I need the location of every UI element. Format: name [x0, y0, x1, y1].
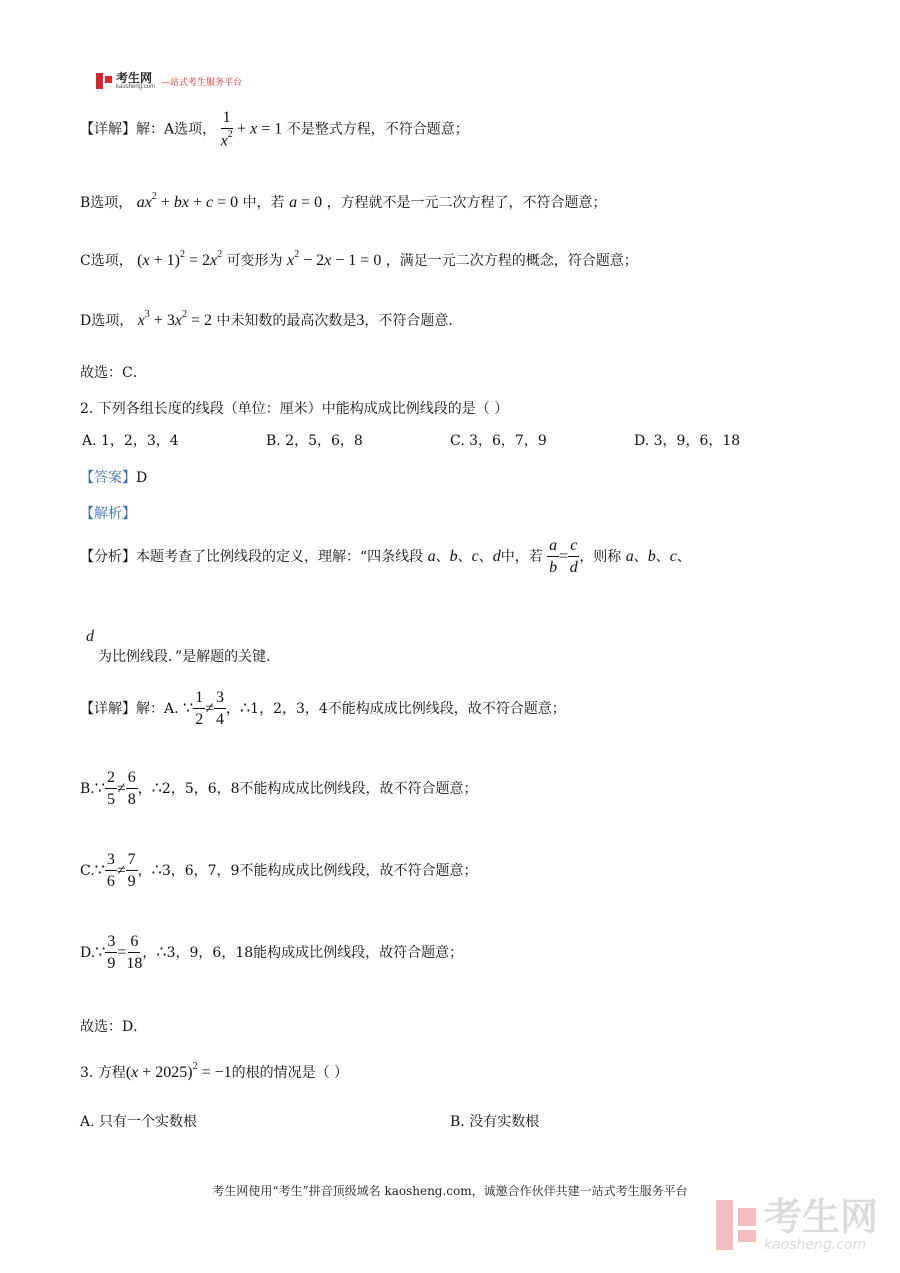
formula-fraction: $\frac{1}{2}$ — [195, 689, 204, 728]
q1-c-mid: 可变形为 — [226, 253, 283, 269]
formula: $x^2 - 2x - 1 = 0$ — [287, 248, 382, 269]
logo-domain: kaosheng.com — [116, 84, 156, 90]
formula-fraction: $\frac{3}{9}$ — [107, 933, 116, 972]
q2-detail-row-b: B.∵ $\frac{2}{5}$ ≠ $\frac{6}{8}$ ，∴2，5，6，8不能构成成比例线段，故不符合题意； — [80, 769, 478, 808]
formula-fraction: $\frac{a}{b}$ — [549, 537, 558, 576]
q1-c-label: C选项， — [80, 253, 133, 269]
q2-option-d: D. 3，9，6，18 — [634, 433, 741, 449]
logo-slogan: —站式考生服务平台 — [161, 77, 243, 88]
row-nums: 3，6，7，9 — [161, 863, 240, 879]
q1-d-label: D选项， — [80, 313, 134, 329]
analysis-tag: 【解析】 — [80, 506, 136, 522]
watermark-icon — [716, 1200, 758, 1250]
detail-intro: 解：A选项， — [136, 121, 217, 138]
logo-name: 考生网 — [116, 71, 153, 85]
q2-option-b: B. 2，5，6，8 — [266, 433, 363, 449]
formula-fraction: $\frac{6}{18}$ — [126, 933, 143, 972]
q1-choice: 故选：C． — [80, 365, 147, 381]
formula: $x^3 + 3x^2 = 2$ — [137, 308, 212, 329]
formula-fraction: $\frac{3}{6}$ — [106, 851, 115, 890]
q1-option-c-line — [80, 250, 638, 270]
detail-tag: 【详解】 — [80, 701, 136, 717]
watermark-domain: kaosheng.com — [764, 1237, 867, 1253]
fenxi-text-3: ，则称 — [579, 549, 622, 565]
q3-option-a: A. 只有一个实数根 — [80, 1114, 198, 1130]
row-label: D. — [80, 945, 96, 961]
logo-text — [116, 72, 155, 90]
row-text: 能构成成比例线段，故符合题意； — [253, 945, 464, 961]
q1-b-text: ，方程就不是一元二次方程了，不符合题意； — [326, 195, 607, 211]
formula: a — [625, 548, 634, 565]
fenxi-text-4: 为比例线段．”是解题的关键． — [98, 649, 281, 665]
formula-fraction: $\frac{1}{x^2}$ — [220, 109, 233, 150]
q1-d-text: ，不符合题意． — [364, 313, 463, 329]
fenxi-text-2: 中，若 — [500, 549, 543, 565]
formula-fraction: $\frac{3}{4}$ — [215, 689, 224, 728]
formula: d — [86, 628, 94, 645]
q2-stem: 2. 下列各组长度的线段（单位：厘米）中能构成成比例线段的是（ ） — [80, 401, 509, 417]
formula: a — [289, 194, 298, 211]
formula: + x = 1 — [237, 120, 283, 138]
q1-option-d-line — [80, 310, 462, 330]
row-text: 不能构成成比例线段，故不符合题意； — [239, 863, 478, 879]
q1-option-b-line: B选项， $ax^2$ + bx + c = 0 中，若 a = 0 ，方程就不是一元二次方程了，不符合题意； — [80, 191, 607, 211]
row-text: 不能构成成比例线段，故不符合题意； — [327, 701, 566, 717]
q3-stem-post: 的根的情况是（ ） — [231, 1065, 349, 1081]
logo-icon — [96, 73, 112, 89]
q1-c-text: ，满足一元二次方程的概念，符合题意； — [385, 253, 638, 269]
detail-intro: 解：A. — [136, 701, 179, 717]
q3-stem-pre: 方程 — [97, 1065, 126, 1081]
q2-fenxi-line: 【分析】本题考查了比例线段的定义，理解：“四条线段 a、b、c、d中，若 $\frac{a}{b}$ = $\frac{c}{d}$ ，则称 a、b、c、 — [80, 537, 691, 576]
q2-option-a: A. 1，2，3，4 — [82, 433, 179, 449]
formula-fraction: $\frac{2}{5}$ — [106, 769, 115, 808]
q1-b-label: B选项， — [80, 195, 133, 211]
q2-detail-row-c: C.∵ $\frac{3}{6}$ ≠ $\frac{7}{9}$ ，∴3，6，7，9不能构成成比例线段，故不符合题意； — [80, 851, 478, 890]
formula: a — [427, 548, 436, 565]
formula-fraction: $\frac{7}{9}$ — [127, 851, 136, 890]
footer-text: 考生网使用“考生”拼音顶级域名 kaosheng.com，诚邀合作伙伴共建一站式考生服务平台 — [212, 1184, 688, 1198]
q2-fenxi-line-2 — [86, 628, 94, 646]
formula: $(x + 1)^2 = 2x^2$ — [137, 248, 223, 269]
q3-stem — [80, 1062, 348, 1082]
watermark-name: 考生网 — [764, 1195, 879, 1239]
fenxi-tag: 【分析】 — [80, 549, 136, 565]
q2-detail-row-a: 【详解】解：A. ∵ $\frac{1}{2}$ ≠ $\frac{3}{4}$ ，∴1，2，3，4不能构成成比例线段，故不符合题意； — [80, 689, 566, 728]
q2-answer-line — [80, 467, 147, 487]
q1-option-a-line — [80, 110, 469, 149]
q1-b-mid: 中，若 — [242, 195, 285, 211]
row-text: 不能构成成比例线段，故不符合题意； — [239, 781, 478, 797]
row-nums: 3，9，6，18 — [166, 945, 254, 961]
row-label: B. — [80, 781, 95, 797]
q1-d-num: 3 — [356, 312, 365, 329]
formula-fraction: $\frac{c}{d}$ — [569, 537, 578, 576]
q3-option-b: B. 没有实数根 — [450, 1114, 540, 1130]
site-logo — [96, 72, 242, 90]
formula: ax — [136, 194, 152, 211]
row-nums: 1，2，3，4 — [250, 701, 328, 717]
row-label: C. — [80, 863, 95, 879]
q2-choice: 故选：D． — [80, 1019, 148, 1035]
fenxi-text-1: 本题考查了比例线段的定义，理解：“四条线段 — [136, 549, 424, 565]
q1-d-mid: 中未知数的最高次数是 — [216, 313, 357, 329]
q1-a-text: 不是整式方程，不符合题意； — [286, 121, 469, 138]
q2-detail-row-d: D.∵ $\frac{3}{9}$ = $\frac{6}{18}$ ，∴3，9，6，18能构成成比例线段，故符合题意； — [80, 933, 464, 972]
answer-tag: 【答案】 — [80, 470, 136, 486]
watermark-logo — [716, 1195, 879, 1253]
formula: $(x + 2025)^2 = -1$ — [125, 1060, 232, 1081]
formula-fraction: $\frac{6}{8}$ — [127, 769, 136, 808]
row-nums: 2，5，6，8 — [161, 781, 240, 797]
answer-value: D — [136, 470, 148, 486]
detail-tag: 【详解】 — [80, 121, 136, 138]
q3-num: 3. — [80, 1065, 94, 1081]
q2-option-c: C. 3，6，7，9 — [450, 433, 547, 449]
